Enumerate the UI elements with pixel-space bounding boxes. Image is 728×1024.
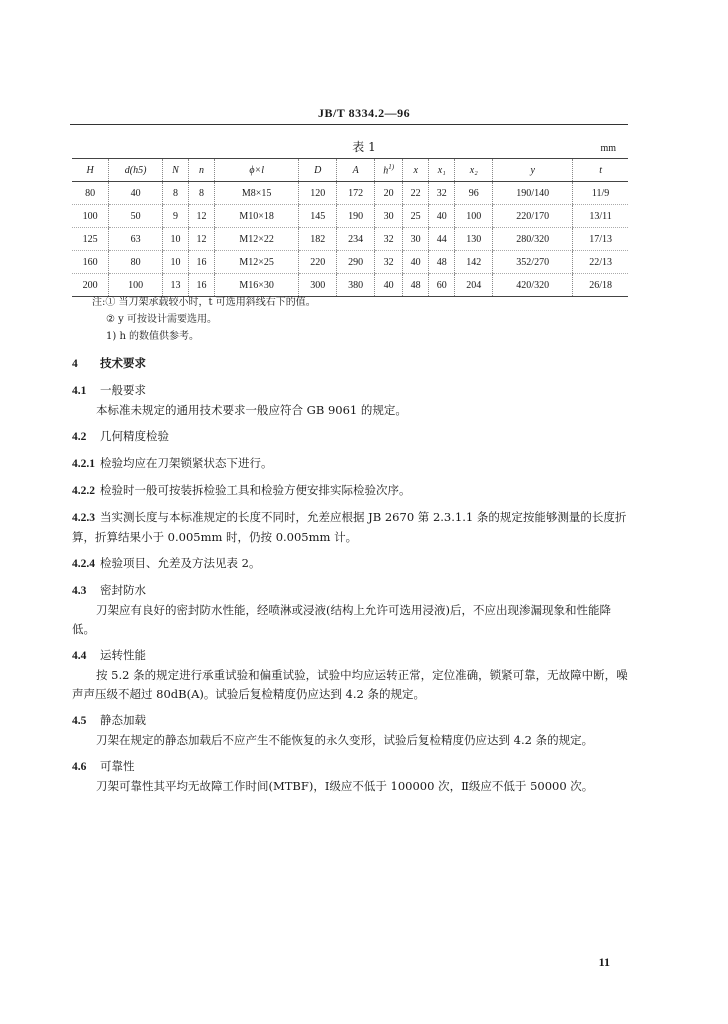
- table-note: ② y 可按设计需要选用。: [106, 314, 217, 325]
- section-number: 4.2: [72, 431, 87, 443]
- section-title: 当实测长度与本标准规定的长度不同时，允差应根据 JB 2670 第 2.3.1.1 条的规定按能够测量的长度折算，折算结果小于 0.005mm 时，仍按 0.005mm 计。: [72, 510, 627, 544]
- table-cell: 100: [72, 205, 109, 228]
- table-cell: 9: [162, 205, 188, 228]
- col-header: d(h5): [109, 159, 163, 182]
- table-cell: 44: [429, 228, 455, 251]
- section-title: 可靠性: [100, 759, 135, 773]
- section-heading: [72, 508, 632, 547]
- table-cell: 60: [429, 274, 455, 297]
- table-cell: 220: [299, 251, 337, 274]
- section-title: 技术要求: [100, 356, 146, 370]
- table-cell: 160: [72, 251, 109, 274]
- table-cell: 80: [72, 182, 109, 205]
- table-cell: 145: [299, 205, 337, 228]
- table-cell: 204: [455, 274, 493, 297]
- table-cell: 30: [403, 228, 429, 251]
- table-cell: 13: [162, 274, 188, 297]
- table-cell: 50: [109, 205, 163, 228]
- table-cell: 63: [109, 228, 163, 251]
- table-cell: 20: [375, 182, 403, 205]
- col-header: x₁: [429, 159, 455, 182]
- table-note: 1) h 的数值供参考。: [106, 331, 200, 342]
- section-number: 4.2.3: [72, 512, 95, 524]
- table-cell: 290: [337, 251, 375, 274]
- table-cell: 125: [72, 228, 109, 251]
- table-cell: 12: [189, 205, 215, 228]
- col-header: x₂: [455, 159, 493, 182]
- section-number: 4.1: [72, 385, 87, 397]
- table-cell: 100: [109, 274, 163, 297]
- table-cell: 96: [455, 182, 493, 205]
- header-rule: [70, 124, 628, 125]
- table-cell: 48: [403, 274, 429, 297]
- footnote-mark: 1): [388, 163, 395, 172]
- section-heading: [72, 454, 632, 474]
- table-cell: 25: [403, 205, 429, 228]
- table-caption: 表 1: [352, 140, 376, 154]
- table-cell: 32: [375, 251, 403, 274]
- table-cell: M16×30: [215, 274, 299, 297]
- table-cell: M10×18: [215, 205, 299, 228]
- table-note: 注:① 当刀架承载较小时，t 可选用斜线右下的值。: [92, 297, 316, 308]
- paragraph: 按 5.2 条的规定进行承重试验和偏重试验，试验中均应运转正常，定位准确，锁紧可靠，无故障中断，噪声声压级不超过 80dB(A)。试验后复检精度仍应达到 4.2 条的规定。: [72, 668, 628, 701]
- table-cell: 26/18: [573, 274, 628, 297]
- table-cell: 32: [429, 182, 455, 205]
- table-header-row: [72, 159, 628, 182]
- table-row: [72, 205, 628, 228]
- section-heading: [72, 757, 632, 777]
- col-header: x: [403, 159, 429, 182]
- table-cell: 13/11: [573, 205, 628, 228]
- table-cell: 380: [337, 274, 375, 297]
- section-title: 检验均应在刀架锁紧状态下进行。: [100, 456, 273, 470]
- table-cell: 80: [109, 251, 163, 274]
- table-cell: 234: [337, 228, 375, 251]
- table-cell: M12×22: [215, 228, 299, 251]
- col-header: D: [299, 159, 337, 182]
- section-heading: [72, 711, 632, 731]
- table-cell: 172: [337, 182, 375, 205]
- table-cell: 40: [403, 251, 429, 274]
- paragraph: 刀架应有良好的密封防水性能，经喷淋或浸液(结构上允许可选用浸液)后，不应出现渗漏现象和性能降低。: [72, 603, 611, 636]
- table-cell: 22: [403, 182, 429, 205]
- paragraph: 本标准未规定的通用技术要求一般应符合 GB 9061 的规定。: [96, 403, 407, 417]
- table-cell: 200: [72, 274, 109, 297]
- table-cell: 182: [299, 228, 337, 251]
- section-number: 4.4: [72, 650, 87, 662]
- table-cell: 40: [109, 182, 163, 205]
- section-title: 一般要求: [100, 383, 146, 397]
- section-number: 4: [72, 358, 78, 370]
- table-row: [72, 228, 628, 251]
- table-cell: 10: [162, 228, 188, 251]
- table-cell: 130: [455, 228, 493, 251]
- section-heading: [72, 646, 632, 666]
- table-cell: 142: [455, 251, 493, 274]
- section-number: 4.3: [72, 585, 87, 597]
- page-number: 11: [598, 955, 610, 969]
- table-cell: 190: [337, 205, 375, 228]
- table-cell: 22/13: [573, 251, 628, 274]
- paragraph: 刀架在规定的静态加载后不应产生不能恢复的永久变形，试验后复检精度仍应达到 4.2 条的规定。: [96, 733, 594, 747]
- col-header: ϕ×l: [215, 159, 299, 182]
- section-number: 4.2.1: [72, 458, 95, 470]
- dimension-table: [72, 158, 628, 297]
- table-cell: 11/9: [573, 182, 628, 205]
- section-heading: [72, 354, 632, 374]
- table-cell: 30: [375, 205, 403, 228]
- col-header: N: [162, 159, 188, 182]
- table-cell: 48: [429, 251, 455, 274]
- table-cell: 220/170: [493, 205, 573, 228]
- table-cell: 40: [429, 205, 455, 228]
- col-header: n: [189, 159, 215, 182]
- table-cell: 190/140: [493, 182, 573, 205]
- table-cell: 300: [299, 274, 337, 297]
- paragraph: 刀架可靠性其平均无故障工作时间(MTBF)，Ⅰ级应不低于 100000 次，Ⅱ级应不低于 50000 次。: [96, 779, 594, 793]
- table-notes: [92, 294, 316, 345]
- table-cell: 17/13: [573, 228, 628, 251]
- section-number: 4.2.4: [72, 558, 95, 570]
- section-heading: [72, 554, 632, 574]
- table-cell: 120: [299, 182, 337, 205]
- table-row: [72, 182, 628, 205]
- table-cell: 12: [189, 228, 215, 251]
- section-title: 检验项目、允差及方法见表 2。: [100, 556, 261, 570]
- section-number: 4.6: [72, 761, 87, 773]
- table-cell: 32: [375, 228, 403, 251]
- section-heading: [72, 381, 632, 401]
- table-cell: 16: [189, 274, 215, 297]
- table-cell: M8×15: [215, 182, 299, 205]
- section-number: 4.5: [72, 715, 87, 727]
- section-number: 4.2.2: [72, 485, 95, 497]
- table-cell: 10: [162, 251, 188, 274]
- table-cell: 352/270: [493, 251, 573, 274]
- section-heading: [72, 427, 632, 447]
- section-heading: [72, 481, 632, 501]
- col-header: A: [337, 159, 375, 182]
- col-header-h: $h^{1)}$: [375, 159, 403, 182]
- section-title: 密封防水: [100, 583, 146, 597]
- standard-number: JB/T 8334.2—96: [317, 106, 411, 120]
- table-row: [72, 251, 628, 274]
- table-cell: 100: [455, 205, 493, 228]
- section-heading: [72, 581, 632, 601]
- table-unit: mm: [600, 143, 616, 154]
- table-cell: M12×25: [215, 251, 299, 274]
- section-title: 几何精度检验: [100, 429, 169, 443]
- table-cell: 8: [189, 182, 215, 205]
- col-header: y: [493, 159, 573, 182]
- section-title: 静态加载: [100, 713, 146, 727]
- section-title: 检验时一般可按装拆检验工具和检验方便安排实际检验次序。: [100, 483, 411, 497]
- col-header: H: [72, 159, 109, 182]
- table-cell: 8: [162, 182, 188, 205]
- table-cell: 40: [375, 274, 403, 297]
- body-text: [72, 354, 632, 796]
- table-cell: 420/320: [493, 274, 573, 297]
- section-title: 运转性能: [100, 648, 146, 662]
- table-cell: 280/320: [493, 228, 573, 251]
- col-header: t: [573, 159, 628, 182]
- table-cell: 16: [189, 251, 215, 274]
